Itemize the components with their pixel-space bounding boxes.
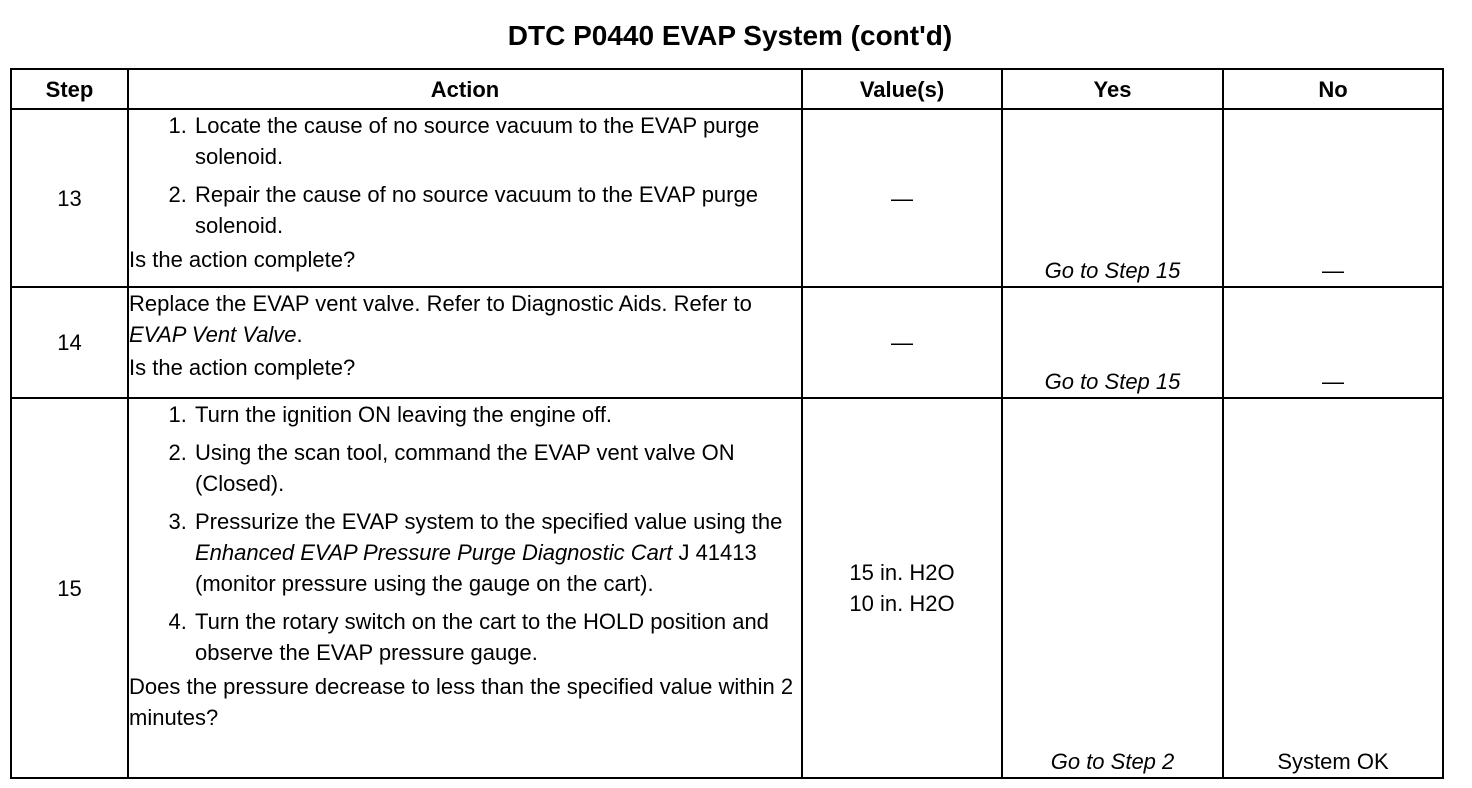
action-item: 2. Repair the cause of no source vacuum to the EVAP purge solenoid.: [193, 179, 801, 241]
action-cell: [128, 287, 802, 398]
action-text-end: .: [296, 322, 303, 347]
yes-text: Go to Step 15: [1044, 369, 1181, 394]
action-item: 1. Turn the ignition ON leaving the engine off.: [193, 399, 801, 430]
value-text: —: [891, 330, 913, 355]
action-item: [193, 506, 801, 599]
no-text: —: [1322, 369, 1344, 394]
value-cell: [802, 109, 1002, 287]
no-text: System OK: [1277, 749, 1389, 774]
value-text: —: [891, 185, 913, 211]
no-text: —: [1322, 258, 1344, 283]
step-number: 14: [11, 287, 128, 398]
table-row-step-15: [11, 398, 1443, 778]
header-action: Action: [128, 69, 802, 109]
yes-cell: [1002, 109, 1223, 287]
diagnostic-table: [10, 68, 1444, 779]
value-text: 15 in. H2O: [849, 560, 955, 585]
page-title: DTC P0440 EVAP System (cont'd): [507, 20, 953, 51]
header-yes: Yes: [1002, 69, 1223, 109]
no-cell: [1223, 398, 1443, 778]
table-header-row: [11, 69, 1443, 109]
action-item: 1. Locate the cause of no source vacuum to the EVAP purge solenoid.: [193, 110, 801, 172]
table-row-step-13: [11, 109, 1443, 287]
action-item-text-end: J 41413 (monitor pressure using the gauge on the cart).: [195, 540, 757, 596]
step-number: 13: [11, 109, 128, 287]
yes-text: Go to Step 15: [1044, 258, 1181, 283]
action-cell: [128, 398, 802, 778]
no-cell: [1223, 109, 1443, 287]
action-item-text: Pressurize the EVAP system to the specified value using the: [195, 509, 783, 534]
action-text-main: Replace the EVAP vent valve. Refer to Diagnostic Aids. Refer to: [129, 291, 752, 316]
yes-cell: [1002, 398, 1223, 778]
header-values: Value(s): [802, 69, 1002, 109]
action-question: Is the action complete?: [129, 355, 356, 380]
action-list: [129, 399, 801, 668]
value-text: 10 in. H2O: [849, 591, 955, 616]
value-cell: [802, 398, 1002, 778]
header-step: Step: [11, 69, 128, 109]
action-item: 4. Turn the rotary switch on the cart to the HOLD position and observe the EVAP pressure gauge.: [193, 606, 801, 668]
action-text: [129, 288, 801, 350]
header-no: No: [1223, 69, 1443, 109]
action-cell: [128, 109, 802, 287]
step-number: 15: [11, 398, 128, 778]
action-text-reference: EVAP Vent Valve: [129, 322, 297, 347]
action-item: 2. Using the scan tool, command the EVAP vent valve ON (Closed).: [193, 437, 801, 499]
action-question: Is the action complete?: [129, 247, 356, 272]
action-list: [129, 110, 801, 241]
action-question: Does the pressure decrease to less than the specified value within 2 minutes?: [129, 674, 794, 730]
yes-text: Go to Step 2: [1050, 749, 1175, 774]
value-cell: [802, 287, 1002, 398]
table-row-step-14: [11, 287, 1443, 398]
no-cell: [1223, 287, 1443, 398]
yes-cell: [1002, 287, 1223, 398]
action-item-reference: Enhanced EVAP Pressure Purge Diagnostic Cart: [195, 540, 673, 565]
